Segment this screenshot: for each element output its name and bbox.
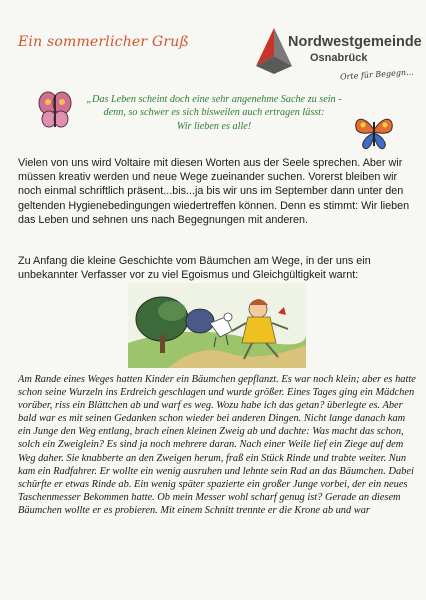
page-title: Ein sommerlicher Gruß [18, 34, 189, 50]
butterfly-icon [354, 112, 394, 152]
logo-tagline: Orte für Begegn... [339, 67, 414, 82]
tree-illustration [128, 283, 306, 368]
quote-line: Wir lieben es alle! [176, 120, 252, 132]
church-logo [254, 26, 424, 96]
intro-paragraph: Vielen von uns wird Voltaire mit diesen Worten aus der Seele sprechen. Aber wir müssen kreativ werden und neue Wege zueinander suchen. Vorerst bleiben wir noch einmal schriftlich präsent...bis...ja bis wir uns im September dann unter den geltenden Hygienebedingungen wiedertreffen können. Denn es stimmt: Wir lieben das Leben und sehnen uns nach Begegnungen mit anderen. [18, 157, 410, 226]
voltaire-quote [74, 93, 354, 133]
story-intro-paragraph: Zu Anfang die kleine Geschichte vom Bäumchen am Wege, in der uns ein unbekannter Verfasser vor zu viel Egoismus und Gleichgültigkeit warnt: [18, 255, 371, 282]
story-text: Am Rande eines Weges hatten Kinder ein Bäumchen gepflanzt. Es war noch klein; aber es hatte schon seine Wurzeln ins Erdreich geschlagen und wurde größer. Eines Tages ging ein Mädchen vorüber, riss ein Blättchen ab und warf es weg. Wozu habe ich das getan? überlegte es. Aber bald war es mit seinen Gedanken schon wieder bei anderen Dingen. Nicht lange danach kam ein Junge den Weg entlang, brach einen kleinen Zweig ab und dachte: Was macht das schon, solch ein Zweiglein? Es sind ja noch mehrere daran. Nach einer Weile lief ein Ziege auf dem Weg daher. Sie knabberte an den Zweigen herum, fraß ein Stück Rinde und trabte weiter. Nun kam ein Radfahrer. Er wollte ein wenig ausruhen und lehnte sein Rad an das Bäumchen. Dabei schürfte er etwas Rinde ab. Ein wenig später spazierte ein großer Junge vorbei, der ein neues Taschenmesser Bekommen hatte. Ob mein Messer wohl scharf genug ist? Gerade an diesem Bäumchen wollte er es probieren. Mit einem Schnitt trennte er die Krone ab und war [18, 374, 416, 516]
butterfly-icon [38, 90, 72, 130]
logo-name: Nordwestgemeinde [288, 34, 422, 50]
quote-line: „Das Leben scheint doch eine sehr angenehme Sache zu sein - [86, 94, 342, 105]
quote-line: denn, so schwer es sich bisweilen auch ertragen lässt: [103, 107, 325, 119]
logo-city: Osnabrück [310, 52, 368, 64]
